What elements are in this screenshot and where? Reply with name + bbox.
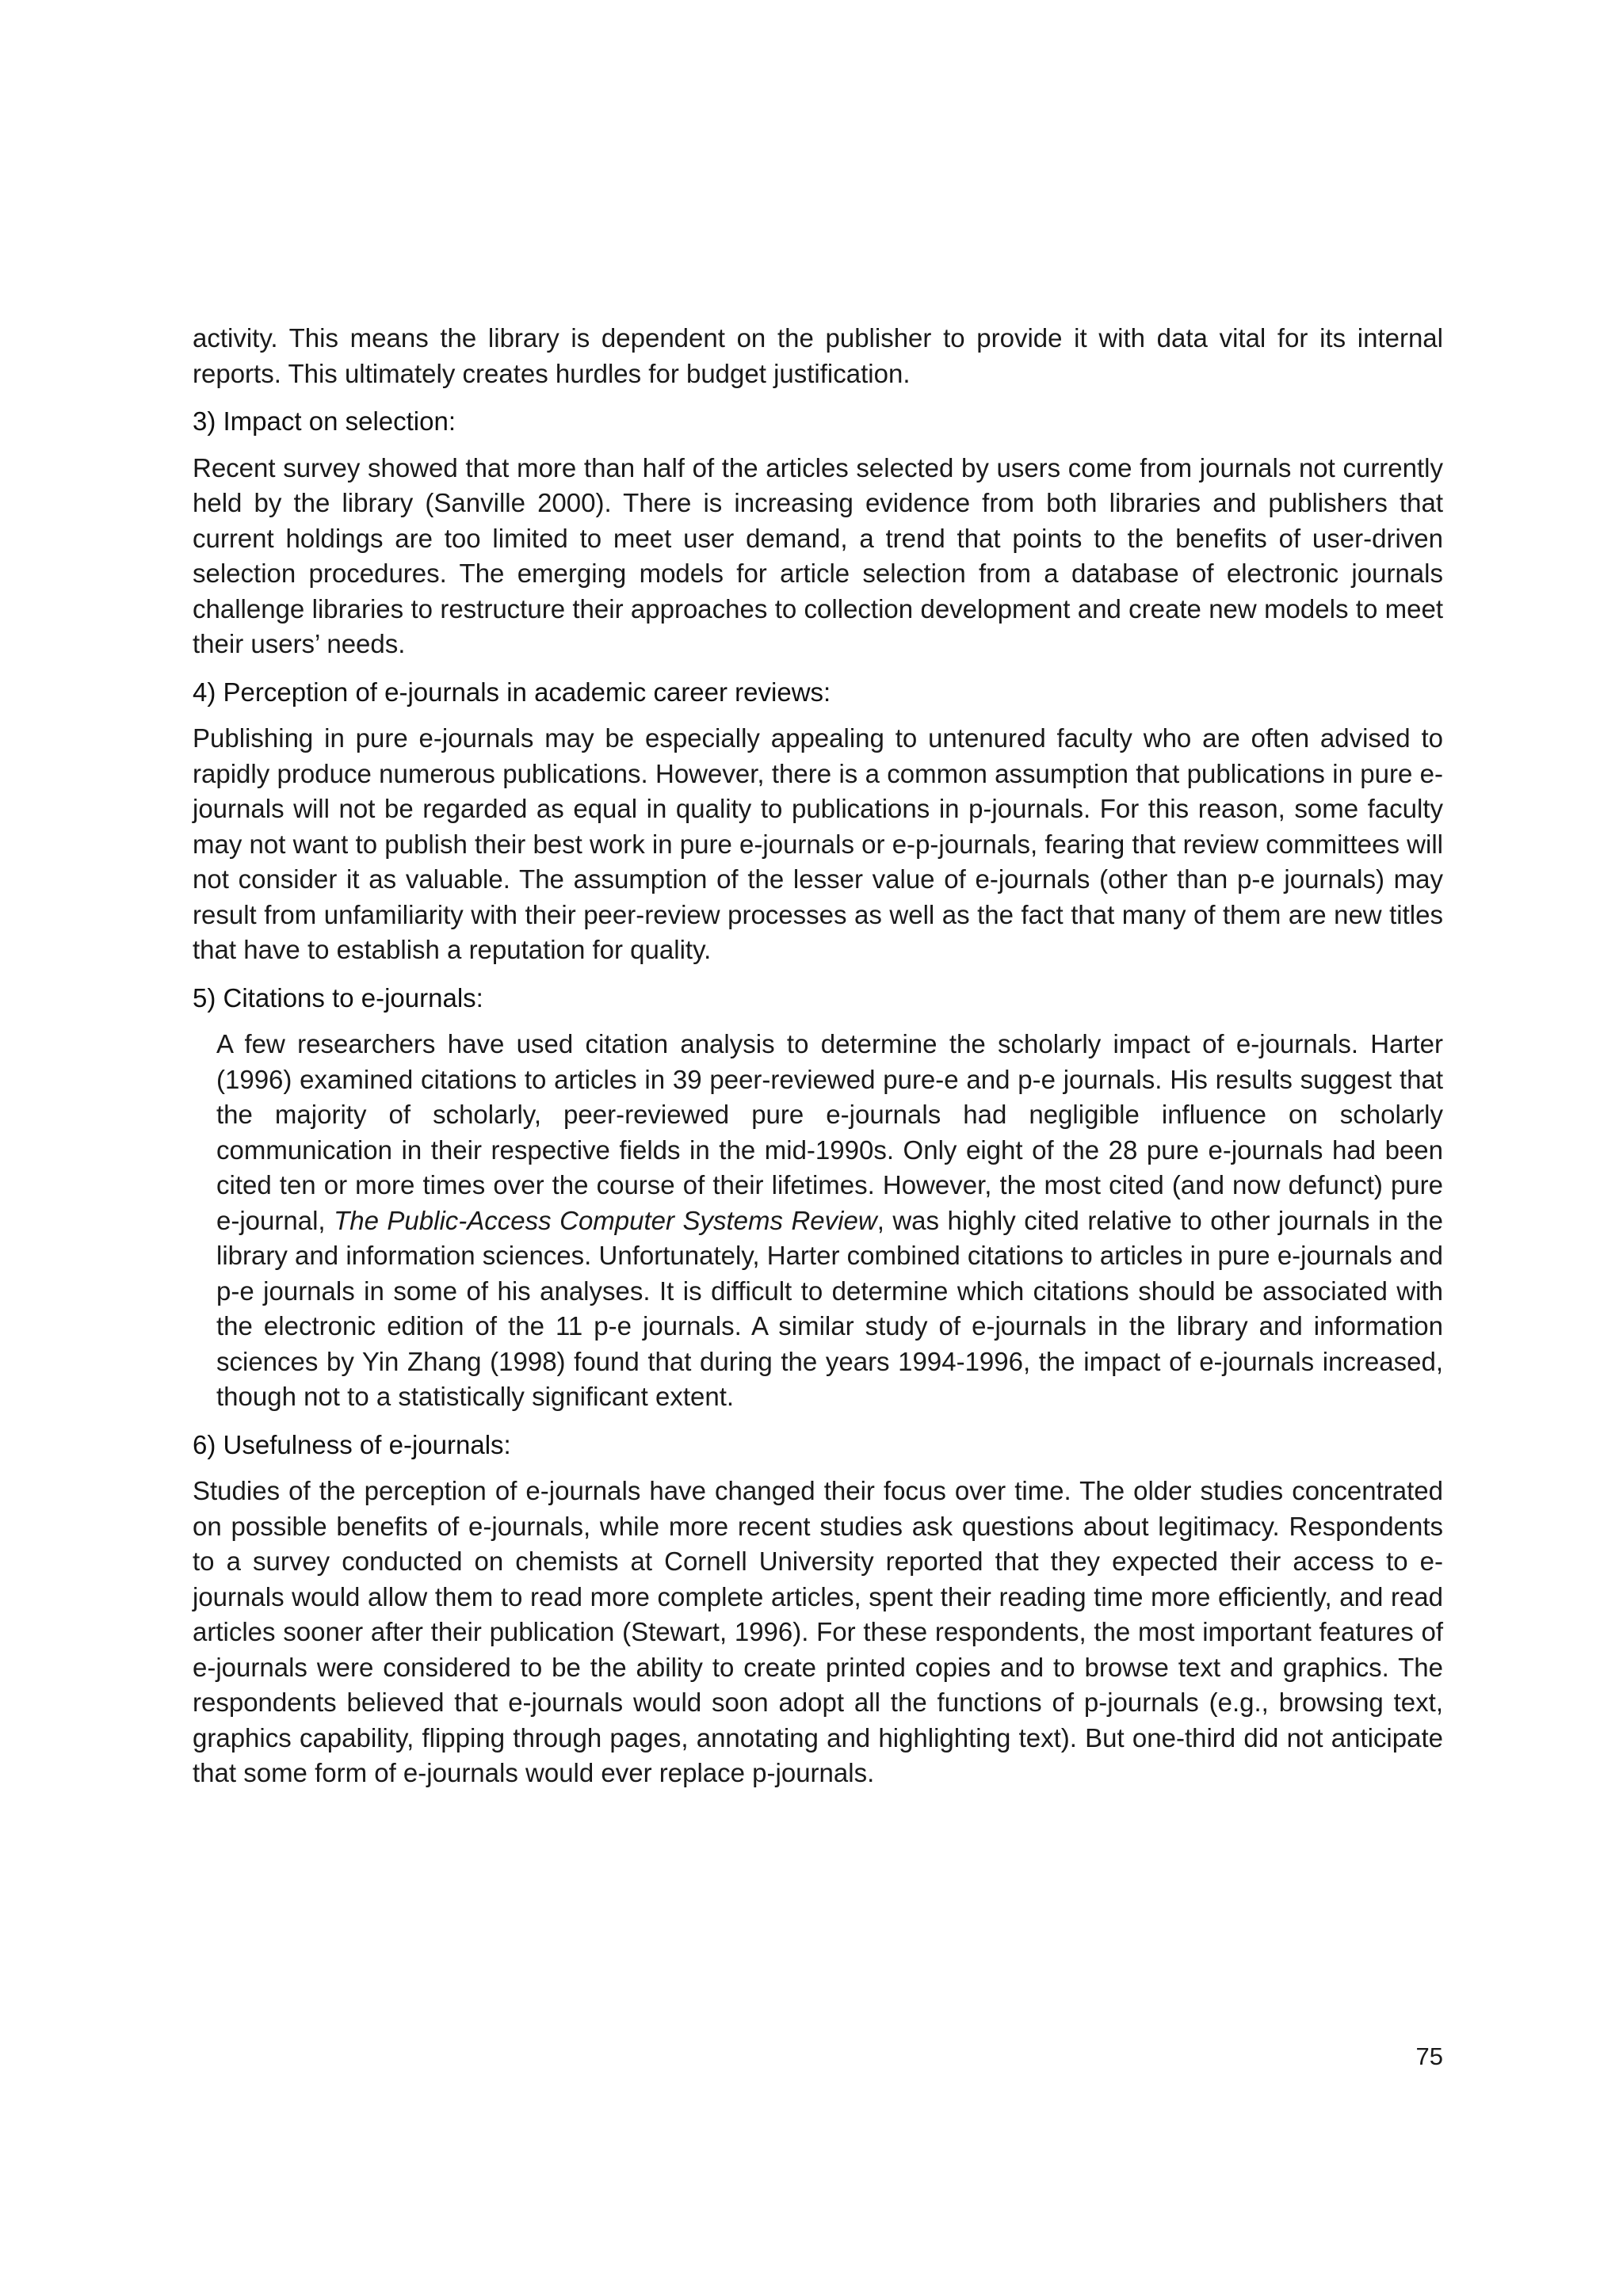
intro-paragraph: activity. This means the library is dependent on the publisher to provide it with data vital for its internal reports. This ultimately creates hurdles for budget justification. bbox=[193, 323, 1443, 388]
journal-title-italic: The Public-Access Computer Systems Review bbox=[334, 1205, 877, 1235]
section-heading-impact-on-selection: 3) Impact on selection: bbox=[193, 406, 456, 436]
citations-text-before: A few researchers have used citation analysis to determine the scholarly impact of e-journals. Harter (1996) examined citations to articles in 39 peer-reviewed pure-e and p-e journals. His results suggest that the majority of scholarly, peer-reviewed pure e-journals had negligible influence on scholarly communication in their respective fields in the mid-1990s. Only eight of the 28 pure e-journals had been cited ten or more times over the course of their lifetimes. However, the most cited (and now defunct) pure e-journal, bbox=[216, 1029, 1443, 1235]
section-body-perception-of-e-journals: Publishing in pure e-journals may be especially appealing to untenured faculty who are often advised to rapidly produce numerous publications. However, there is a common assumption that publications in pure e-journals will not be regarded as equal in quality to publications in p-journals. For this reason, some faculty may not want to publish their best work in pure e-journals or e-p-journals, fearing that review committees will not consider it as valuable. The assumption of the lesser value of e-journals (other than p-e journals) may result from unfamiliarity with their peer-review processes as well as the fact that many of them are new titles that have to establish a reputation for quality. bbox=[193, 723, 1443, 964]
document-page bbox=[193, 321, 1443, 1791]
section-heading-usefulness-of-e-journals: 6) Usefulness of e-journals: bbox=[193, 1429, 511, 1459]
citations-text-after: , was highly cited relative to other journals in the library and information sciences. Unfortunately, Harter combined citations to articles in pure e-journals and p-e journals in some of his analyses. It is difficult to determine which citations should be associated with the electronic edition of the 11 p-e journals. A similar study of e-journals in the library and information sciences by Yin Zhang (1998) found that during the years 1994-1996, the impact of e-journals increased, though not to a statistically significant extent. bbox=[216, 1205, 1443, 1411]
section-heading-citations-to-e-journals: 5) Citations to e-journals: bbox=[193, 982, 483, 1013]
section-body-usefulness-of-e-journals: Studies of the perception of e-journals have changed their focus over time. The older studies concentrated on possible benefits of e-journals, while more recent studies ask questions about legitimacy. Respondents to a survey conducted on chemists at Cornell University reported that they expected their access to e-journals would allow them to read more complete articles, spent their reading time more efficiently, and read articles sooner after their publication (Stewart, 1996). For these respondents, the most important features of e-journals were considered to be the ability to create printed copies and to browse text and graphics. The respondents believed that e-journals would soon adopt all the functions of p-journals (e.g., browsing text, graphics capability, flipping through pages, annotating and highlighting text). But one-third did not anticipate that some form of e-journals would ever replace p-journals. bbox=[193, 1476, 1443, 1787]
page-number: 75 bbox=[1415, 2042, 1443, 2070]
section-heading-perception-of-e-journals: 4) Perception of e-journals in academic career reviews: bbox=[193, 677, 831, 707]
section-body-impact-on-selection: Recent survey showed that more than half of the articles selected by users come from journals not currently held by the library (Sanville 2000). There is increasing evidence from both libraries and publishers that current holdings are too limited to meet user demand, a trend that points to the benefits of user-driven selection procedures. The emerging models for article selection from a database of electronic journals challenge libraries to restructure their approaches to collection development and create new models to meet their users’ needs. bbox=[193, 452, 1443, 658]
section-body-citations-to-e-journals bbox=[216, 1027, 1443, 1415]
